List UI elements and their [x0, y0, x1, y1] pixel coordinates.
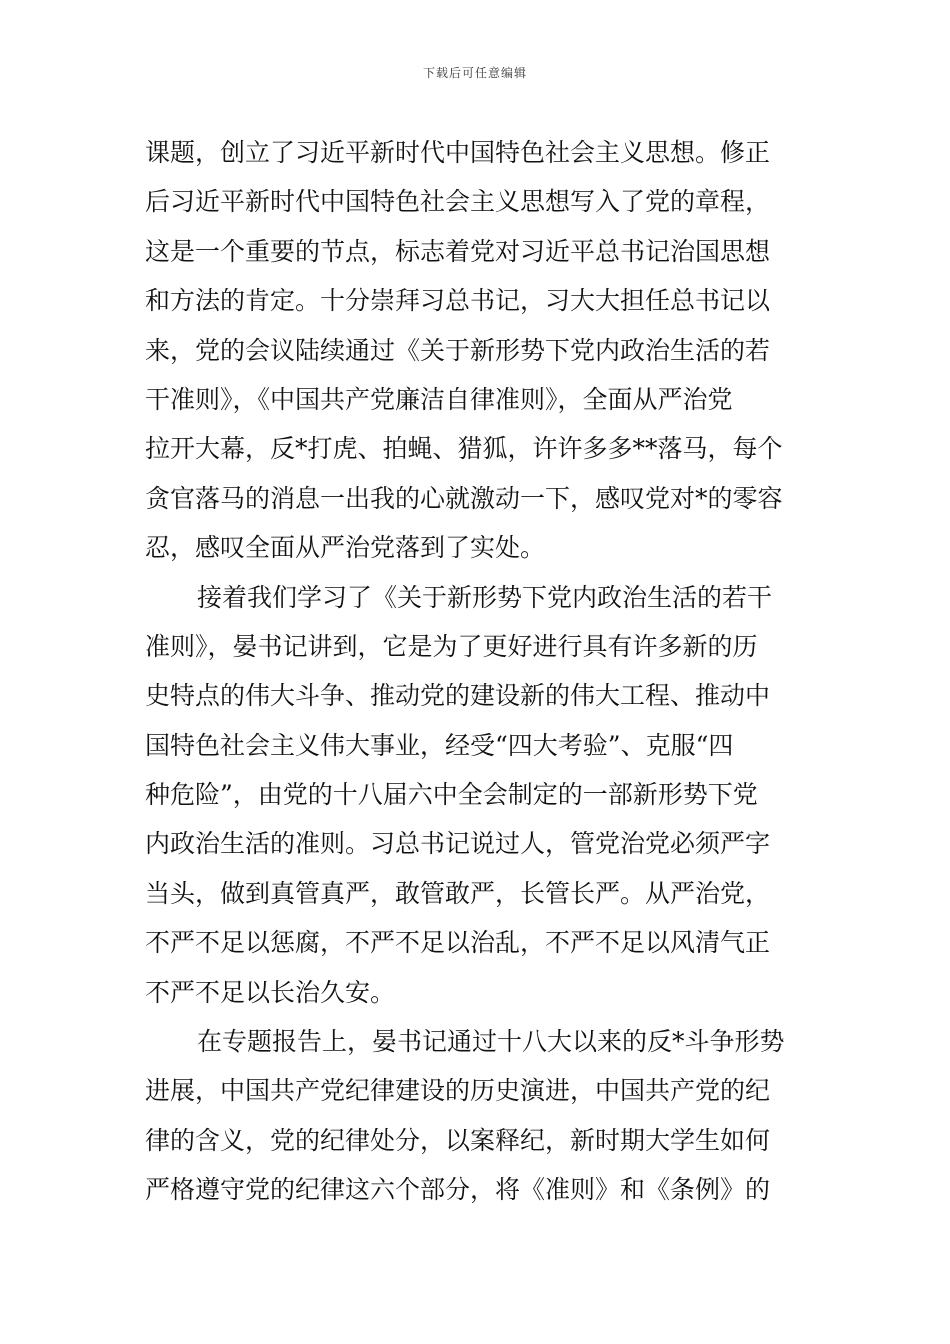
text-line: 国特色社会主义伟大事业，经受“四大考验”、克服“四: [145, 730, 734, 760]
text-line: 律的含义，党的纪律处分，以案释纪，新时期大学生如何: [145, 1125, 771, 1155]
text-line: 和方法的肯定。十分崇拜习总书记，习大大担任总书记以: [145, 286, 771, 316]
text-line: 不严不足以惩腐，不严不足以治乱，不严不足以风清气正: [145, 928, 771, 958]
document-body: [145, 128, 805, 1215]
text-line: 来，党的会议陆续通过《关于新形势下党内政治生活的若: [145, 335, 771, 365]
text-line: 当头，做到真管真严，敢管敢严，长管长严。从严治党，: [145, 878, 771, 908]
text-line: 史特点的伟大斗争、推动党的建设新的伟大工程、推动中: [145, 681, 771, 711]
page-header: 下载后可任意编辑: [422, 66, 527, 80]
text-line: 接着我们学习了《关于新形势下党内政治生活的若干: [197, 582, 773, 612]
text-line: 干准则》，《中国共产党廉洁自律准则》，全面从严治党: [145, 384, 733, 414]
text-line: 拉开大幕，反*打虎、拍蝇、猎狐，许许多多**落马，每个: [145, 434, 783, 464]
paragraph-1: [145, 128, 805, 573]
text-line: 课题，创立了习近平新时代中国特色社会主义思想。修正: [145, 138, 771, 167]
text-line: 准则》，晏书记讲到，它是为了更好进行具有许多新的历: [145, 631, 758, 661]
text-line: 在专题报告上，晏书记通过十八大以来的反*斗争形势: [197, 1027, 785, 1057]
text-line: 不严不足以长治久安。: [145, 977, 396, 1007]
paragraph-3: [145, 1017, 805, 1215]
text-line: 贪官落马的消息一出我的心就激动一下，感叹党对*的零容: [145, 483, 783, 513]
text-line: 严格遵守党的纪律这六个部分，将《准则》和《条例》的: [145, 1175, 771, 1205]
text-line: 这是一个重要的节点，标志着党对习近平总书记治国思想: [145, 236, 771, 266]
text-line: 内政治生活的准则。习总书记说过人，管党治党必须严字: [145, 829, 771, 859]
text-line: 后习近平新时代中国特色社会主义思想写入了党的章程，: [145, 187, 771, 217]
paragraph-2: [145, 573, 805, 1018]
text-line: 进展，中国共产党纪律建设的历史演进，中国共产党的纪: [145, 1076, 771, 1106]
text-line: 忍，感叹全面从严治党落到了实处。: [145, 533, 546, 563]
text-line: 种危险”，由党的十八届六中全会制定的一部新形势下党: [145, 780, 758, 810]
